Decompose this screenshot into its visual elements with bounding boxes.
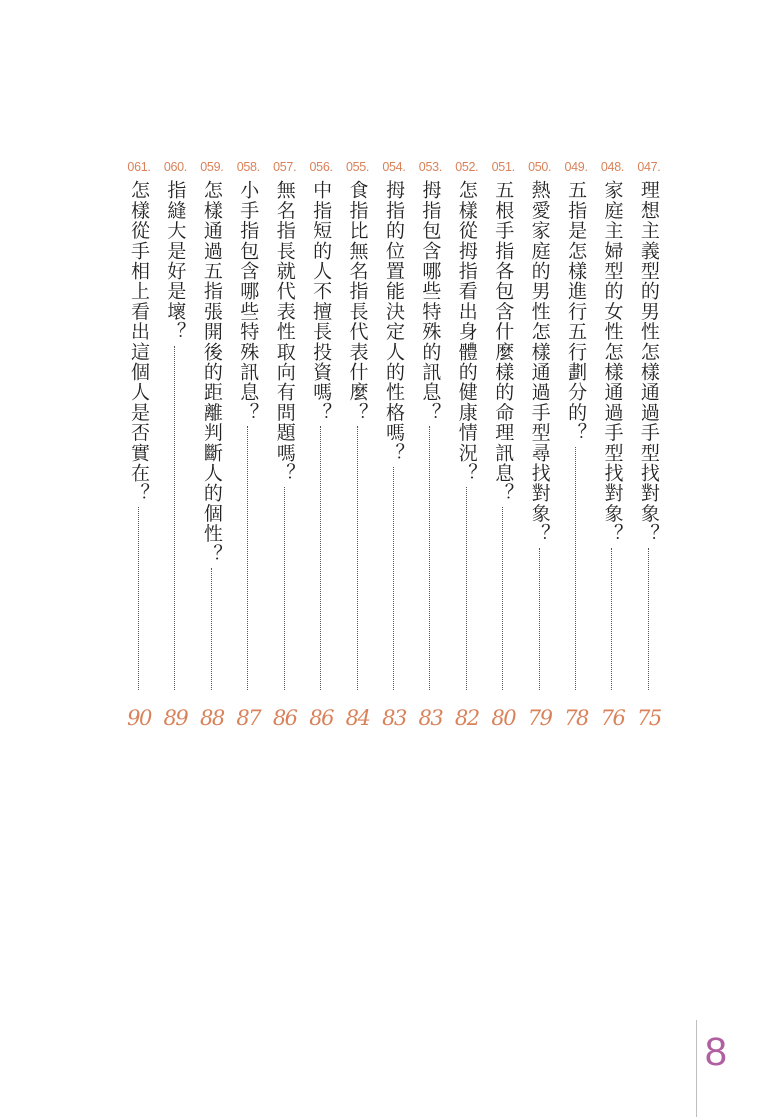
entry-page-number: 86 [272, 706, 297, 730]
entry-number: 051. [491, 160, 515, 174]
entry-page-number: 79 [527, 706, 552, 730]
toc-entry[interactable] [597, 160, 627, 730]
entry-number: 048. [600, 160, 625, 174]
toc-entry[interactable] [379, 160, 409, 730]
entry-number: 047. [637, 160, 661, 174]
folio-divider [696, 1020, 697, 1117]
entry-page-number: 84 [345, 706, 370, 730]
toc-entry[interactable] [343, 160, 373, 730]
entry-title: 家庭主婦型的女性怎樣通過手型找對象？ [601, 180, 624, 544]
dot-leader [539, 548, 540, 690]
entry-title: 小手指包含哪些特殊訊息？ [237, 180, 260, 423]
entry-page-number: 75 [637, 706, 661, 730]
dot-leader [174, 346, 175, 690]
entry-title: 熱愛家庭的男性怎樣通過手型尋找對象？ [528, 180, 551, 544]
dot-leader [320, 426, 321, 690]
entry-number: 054. [382, 160, 406, 174]
toc-entry[interactable] [452, 160, 482, 730]
entry-page-number: 86 [309, 706, 333, 730]
entry-page-number: 76 [600, 706, 625, 730]
toc-entry[interactable] [488, 160, 518, 730]
entry-page-number: 87 [236, 706, 261, 730]
toc-entry[interactable] [525, 160, 555, 730]
entry-title: 理想主義型的男性怎樣通過手型找對象？ [637, 180, 660, 544]
dot-leader [138, 507, 139, 690]
folio-page-number: 8 [704, 1030, 727, 1074]
toc-entry[interactable] [124, 160, 154, 730]
entry-title: 中指短的人不擅長投資嗎？ [310, 180, 333, 423]
entry-number: 053. [418, 160, 442, 174]
dot-leader [393, 467, 394, 690]
entry-page-number: 88 [199, 706, 224, 730]
entry-number: 055. [345, 160, 370, 174]
entry-number: 060. [163, 160, 187, 174]
toc-entry[interactable] [233, 160, 263, 730]
dot-leader [648, 548, 649, 690]
dot-leader [211, 568, 212, 690]
entry-number: 061. [127, 160, 151, 174]
entry-number: 057. [273, 160, 297, 174]
entry-title: 怎樣從拇指看出身體的健康情況？ [455, 180, 478, 483]
entry-number: 050. [528, 160, 552, 174]
dot-leader [429, 426, 430, 690]
entry-number: 058. [236, 160, 260, 174]
entry-page-number: 82 [454, 706, 479, 730]
entry-page-number: 83 [382, 706, 406, 730]
entry-title: 指縫大是好是壞？ [164, 180, 187, 342]
dot-leader [247, 426, 248, 690]
toc-entry[interactable] [306, 160, 336, 730]
entry-page-number: 89 [163, 706, 188, 730]
entry-title: 五指是怎樣進行五行劃分的？ [565, 180, 588, 443]
toc-entry[interactable] [197, 160, 227, 730]
dot-leader [575, 447, 576, 690]
entry-title: 食指比無名指長代表什麼？ [346, 180, 369, 423]
entry-title: 怎樣通過五指張開後的距離判斷人的個性？ [200, 180, 223, 564]
entry-page-number: 90 [127, 706, 151, 730]
toc-entry[interactable] [634, 160, 664, 730]
entry-page-number: 83 [418, 706, 443, 730]
dot-leader [502, 507, 503, 690]
entry-page-number: 80 [491, 706, 516, 730]
entry-title: 拇指的位置能決定人的性格嗎？ [382, 180, 405, 463]
table-of-contents [124, 160, 664, 730]
toc-entry[interactable] [270, 160, 300, 730]
dot-leader [357, 426, 358, 690]
entry-title: 怎樣從手相上看出這個人是否實在？ [128, 180, 150, 504]
toc-entry[interactable] [561, 160, 591, 730]
entry-number: 056. [309, 160, 333, 174]
entry-title: 拇指包含哪些特殊的訊息？ [419, 180, 442, 423]
entry-title: 五根手指各包含什麼樣的命理訊息？ [492, 180, 515, 504]
dot-leader [466, 487, 467, 690]
entry-page-number: 78 [564, 706, 588, 730]
entry-number: 052. [455, 160, 479, 174]
entry-title: 無名指長就代表性取向有問題嗎？ [273, 180, 296, 483]
entry-number: 049. [564, 160, 588, 174]
entry-number: 059. [200, 160, 224, 174]
dot-leader [611, 548, 612, 690]
toc-entry[interactable] [160, 160, 190, 730]
toc-entry[interactable] [415, 160, 445, 730]
dot-leader [284, 487, 285, 690]
